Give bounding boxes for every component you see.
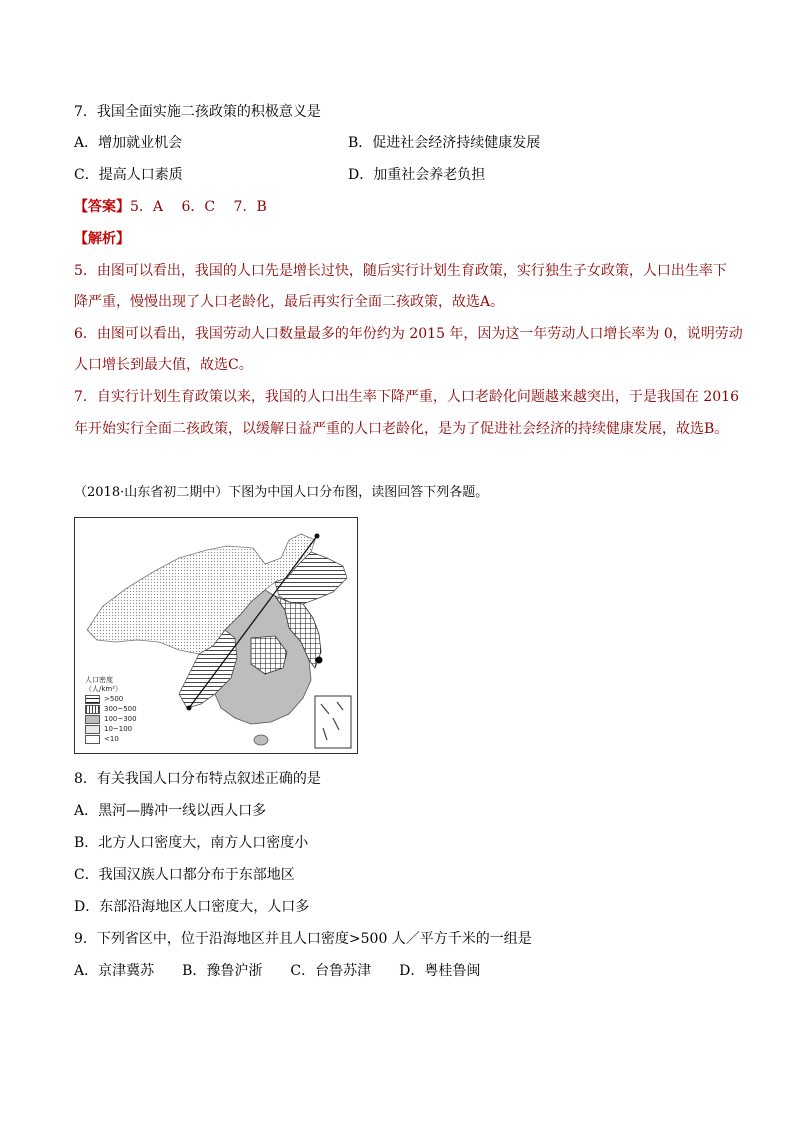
analysis-line: 年开始实行全面二孩政策，以缓解日益严重的人口老龄化，是为了促进社会经济的持续健康发展，故选B。 <box>74 421 729 437</box>
legend-item: 100~300 <box>85 714 137 724</box>
heihe-point <box>315 534 320 539</box>
question-8-stem: 8．有关我国人口分布特点叙述正确的是 <box>74 771 321 787</box>
analysis-label: 【解析】 <box>74 231 130 247</box>
q8-option-b: B．北方人口密度大，南方人口密度小 <box>74 835 309 851</box>
analysis-line: 降严重，慢慢出现了人口老龄化，最后再实行全面二孩政策，故选A。 <box>74 294 505 310</box>
analysis-line: 人口增长到最大值，故选C。 <box>74 357 253 373</box>
q8-option-d: D．东部沿海地区人口密度大，人口多 <box>74 899 310 915</box>
legend-item: 300~500 <box>85 704 137 714</box>
q7-option-a: A．增加就业机会 <box>74 135 183 151</box>
q7-option-c: C．提高人口素质 <box>74 167 183 183</box>
q9-options: A．京津冀苏 B．豫鲁沪浙 C．台鲁苏津 D．粤桂鲁闽 <box>74 963 481 979</box>
analysis-line: 6．由图可以看出，我国劳动人口数量最多的年份约为 2015 年，因为这一年劳动人口增长率为 0，说明劳动 <box>74 326 743 342</box>
answer-row <box>74 197 267 217</box>
q8-option-c: C．我国汉族人口都分布于东部地区 <box>74 867 295 883</box>
south-china-sea-inset <box>315 696 351 748</box>
legend-item: <10 <box>85 734 137 744</box>
hainan-island <box>254 735 268 745</box>
population-map <box>74 517 358 754</box>
q8-option-a: A．黑河—腾冲一线以西人口多 <box>74 803 267 819</box>
shanghai-point <box>316 657 323 664</box>
q7-option-b: B．促进社会经济持续健康发展 <box>348 135 541 151</box>
q7-option-d: D．加重社会养老负担 <box>348 167 486 183</box>
map-intro: （2018·山东省初二期中）下图为中国人口分布图，读图回答下列各题。 <box>74 485 489 500</box>
answer-label: 【答案】 <box>74 199 130 215</box>
analysis-line: 5．由图可以看出，我国的人口先是增长过快，随后实行计划生育政策，实行独生子女政策，人口出生率下 <box>74 263 727 279</box>
tengchong-point <box>187 706 192 711</box>
map-legend <box>85 676 137 744</box>
question-7-stem: 7．我国全面实施二孩政策的积极意义是 <box>74 104 321 120</box>
legend-unit: （人/km²） <box>85 685 123 693</box>
legend-title: 人口密度 <box>85 676 113 684</box>
legend-item: 10~100 <box>85 724 137 734</box>
question-9-stem: 9．下列省区中，位于沿海地区并且人口密度>500 人／平方千米的一组是 <box>74 931 532 947</box>
answer-text: 5．A 6．C 7．B <box>130 199 267 215</box>
analysis-line: 7．自实行计划生育政策以来，我国的人口出生率下降严重，人口老龄化问题越来越突出，于是我国在 2016 <box>74 389 739 405</box>
legend-item: >500 <box>85 694 137 704</box>
